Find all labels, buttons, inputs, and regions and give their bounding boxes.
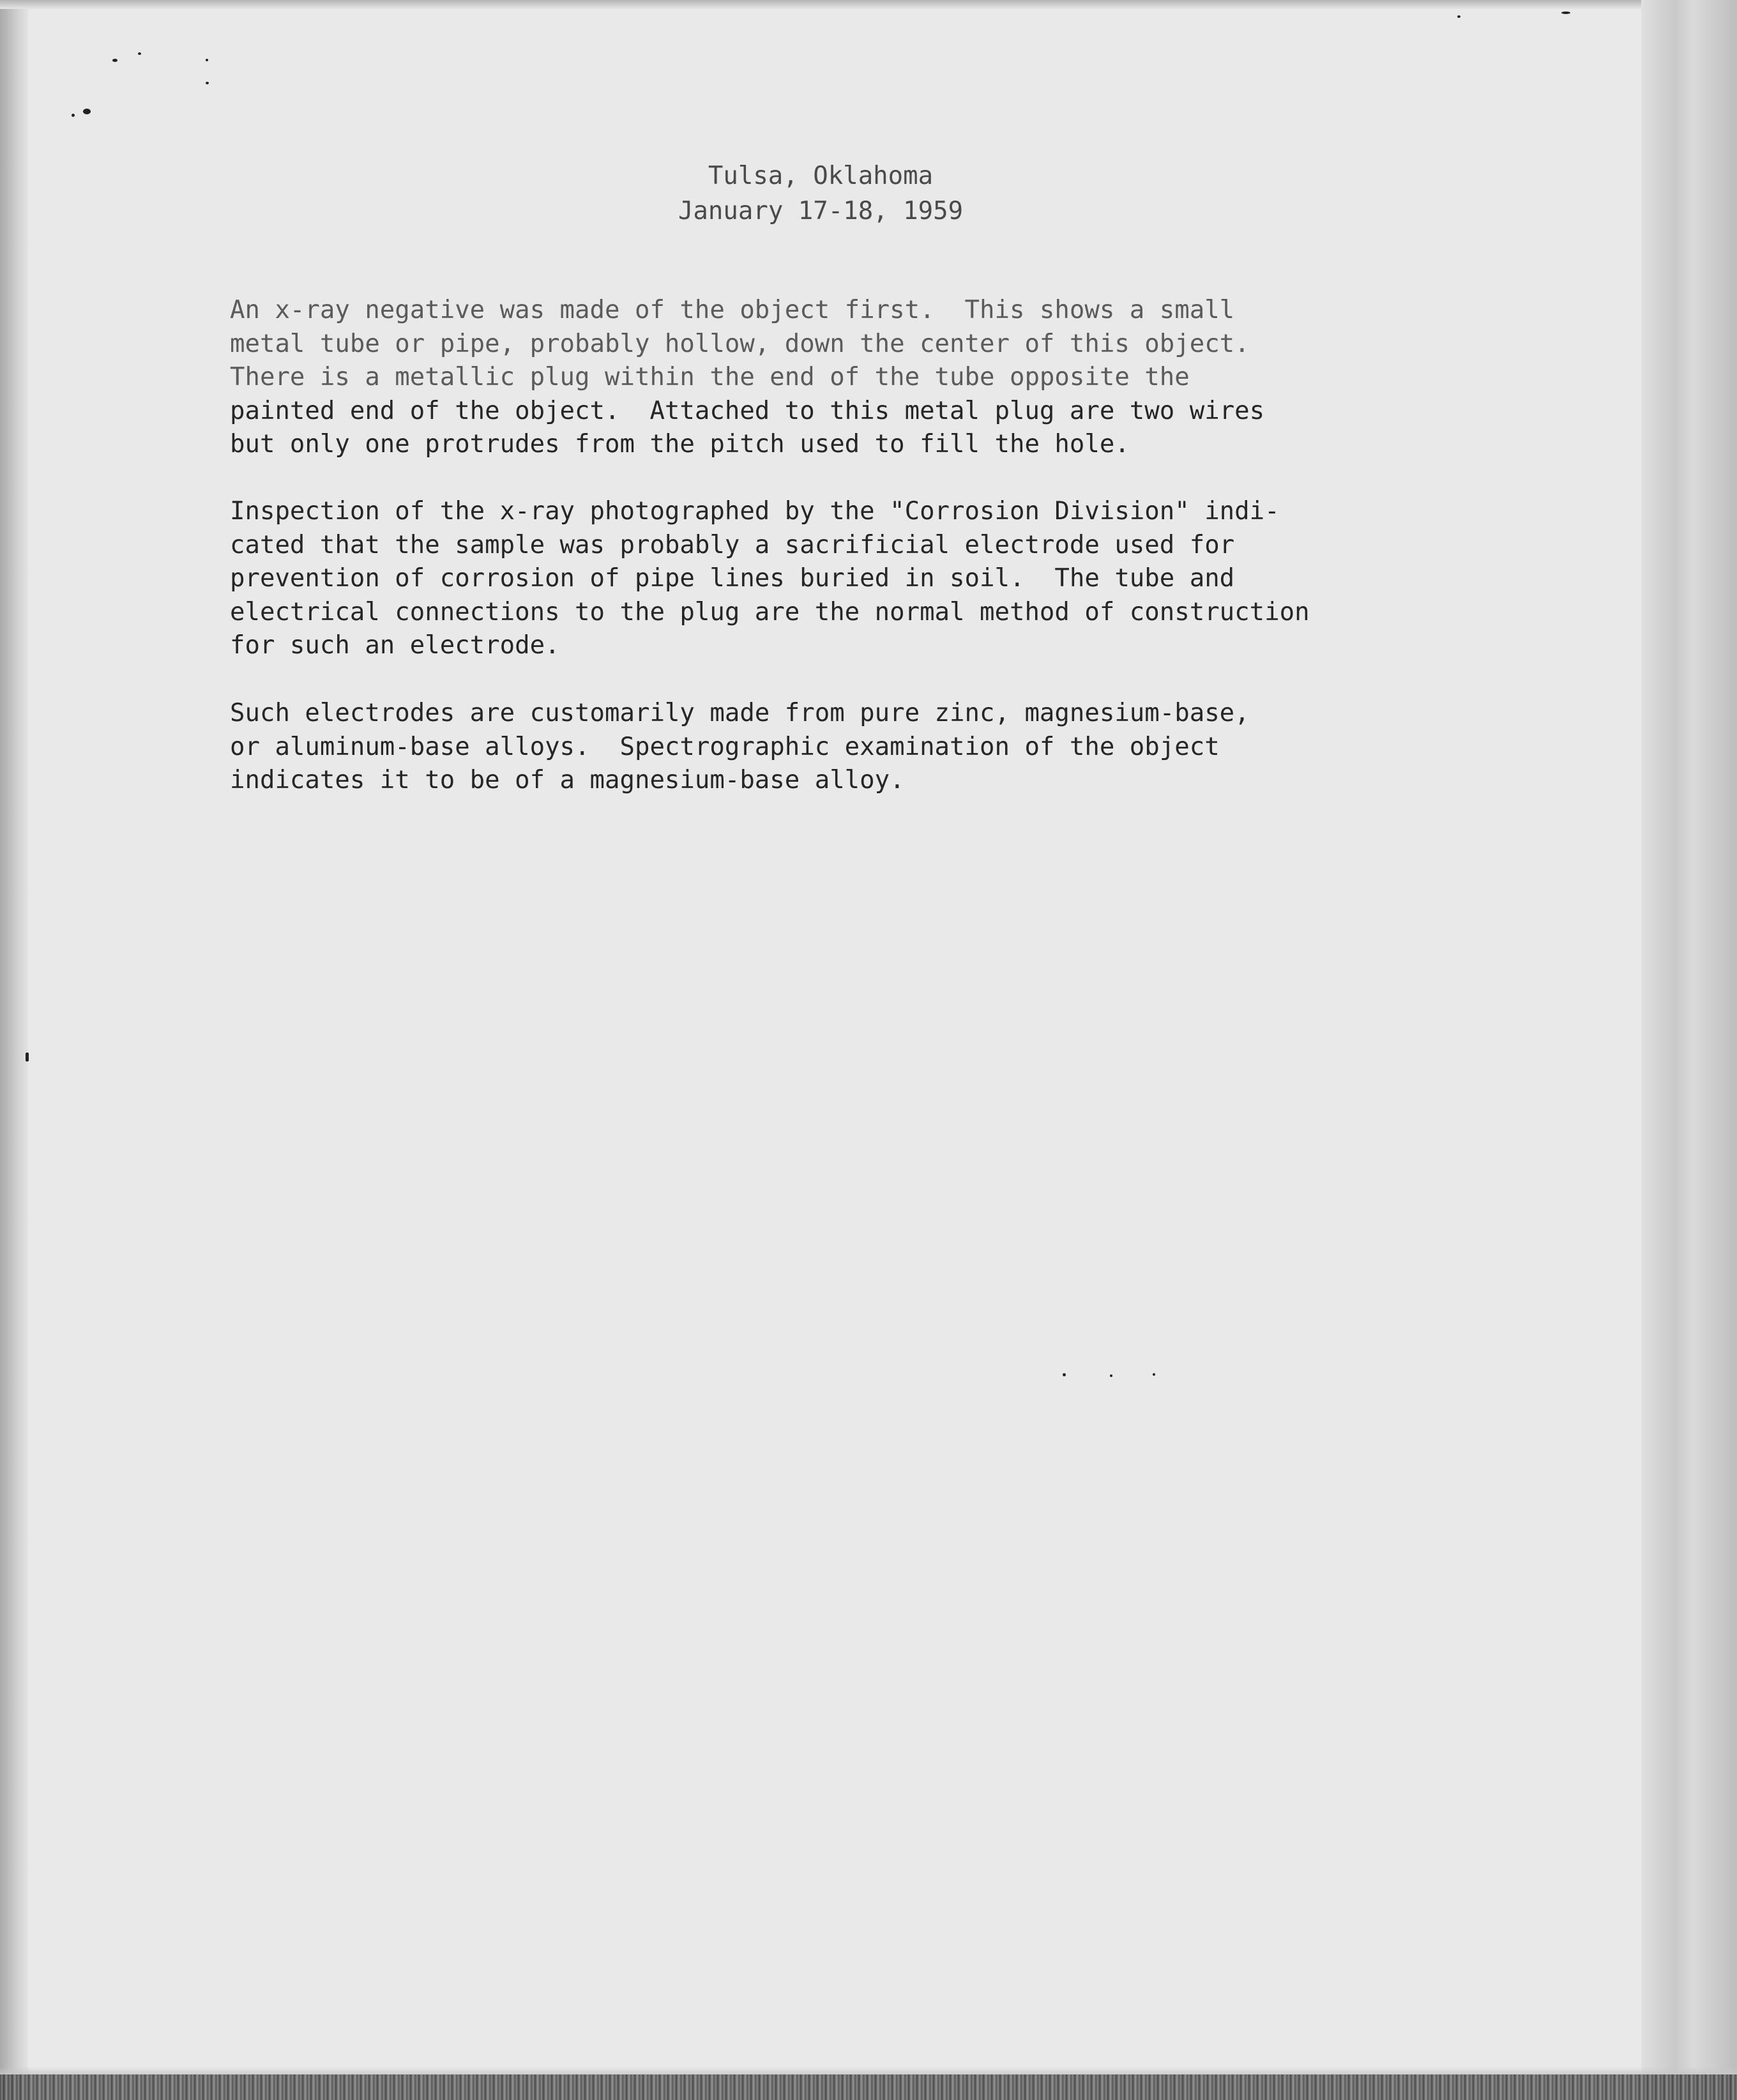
paragraph-line: painted end of the object. Attached to this metal plug are two wires xyxy=(230,396,1265,425)
scan-mark xyxy=(1561,11,1570,14)
scan-mark xyxy=(26,1053,29,1061)
scan-mark xyxy=(138,52,141,55)
paragraph-line: or aluminum-base alloys. Spectrographic examination of the object xyxy=(230,732,1220,761)
scan-bottom-edge xyxy=(0,2074,1737,2100)
paragraph-line: prevention of corrosion of pipe lines buried in soil. The tube and xyxy=(230,564,1235,593)
scan-mark xyxy=(83,109,91,114)
scan-mark xyxy=(72,114,75,117)
paragraph-line: indicates it to be of a magnesium-base alloy. xyxy=(230,766,905,795)
scan-mark xyxy=(112,59,118,62)
paragraph-2 xyxy=(230,495,1507,663)
scan-right-edge xyxy=(1641,0,1737,2100)
paragraph-line: electrical connections to the plug are the normal method of construction xyxy=(230,597,1310,627)
paragraph-line: but only one protrudes from the pitch used to fill the hole. xyxy=(230,430,1130,459)
document-heading xyxy=(0,158,1641,229)
paragraph-line: An x-ray negative was made of the object first. This shows a small xyxy=(230,296,1235,324)
paragraph-line: cated that the sample was probably a sacrificial electrode used for xyxy=(230,530,1235,559)
scan-mark xyxy=(1457,15,1460,18)
scan-mark xyxy=(1153,1373,1155,1376)
paragraph-line: for such an electrode. xyxy=(230,631,560,660)
scan-mark xyxy=(1063,1373,1066,1376)
paragraph-1 xyxy=(230,294,1507,462)
location-line: Tulsa, Oklahoma xyxy=(708,162,934,190)
paragraph-3 xyxy=(230,697,1507,798)
scan-mark xyxy=(1110,1374,1112,1377)
scan-left-edge xyxy=(0,0,28,2100)
paragraph-line: There is a metallic plug within the end of the tube opposite the xyxy=(230,363,1190,392)
paragraph-line: Such electrodes are customarily made from pure zinc, magnesium-base, xyxy=(230,699,1250,727)
date-line: January 17-18, 1959 xyxy=(678,197,964,225)
scan-mark xyxy=(206,59,208,61)
scan-top-edge xyxy=(0,0,1737,9)
paragraph-line: metal tube or pipe, probably hollow, down the center of this object. xyxy=(230,329,1250,358)
scan-mark xyxy=(206,82,209,84)
paragraph-line: Inspection of the x-ray photographed by the "Corrosion Division" indi- xyxy=(230,497,1280,526)
